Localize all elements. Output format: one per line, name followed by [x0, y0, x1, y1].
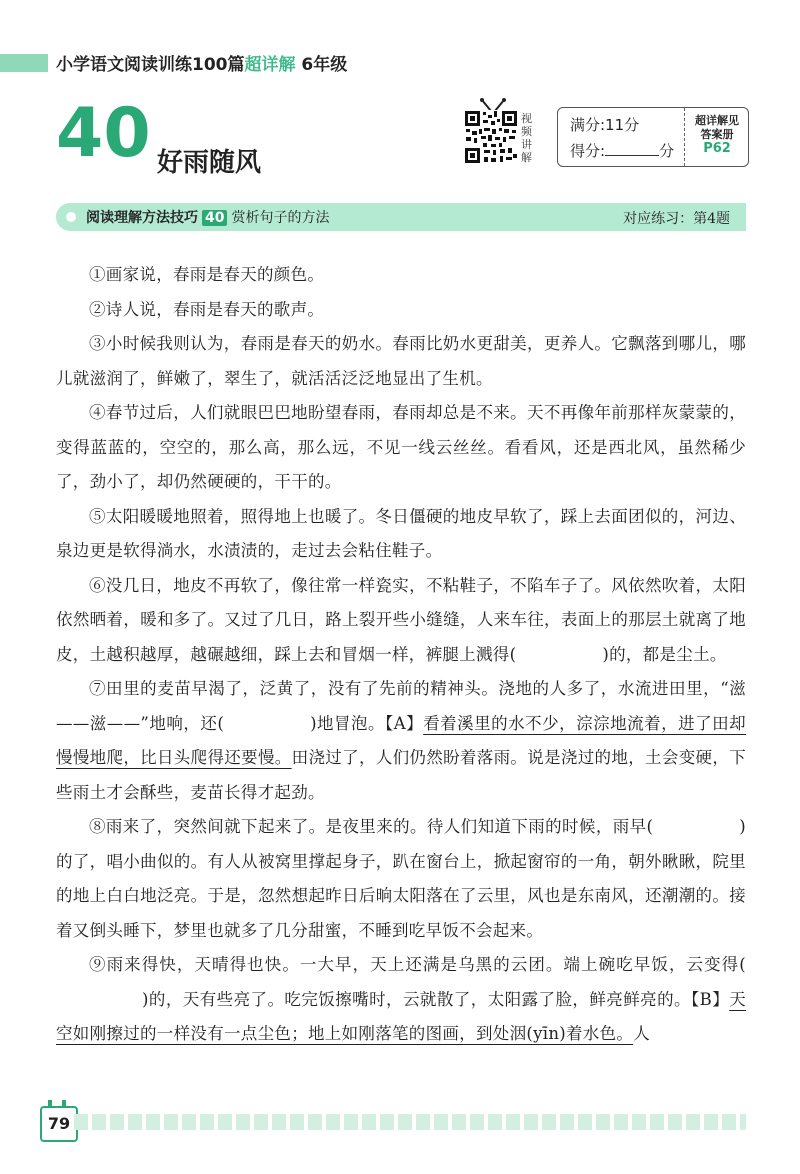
answer-ref-line2: 答案册	[700, 128, 734, 141]
paragraph-7	[56, 672, 746, 810]
answer-ref-line1: 超详解见	[695, 114, 739, 127]
video-label-char: 频	[521, 125, 532, 138]
series-title: 小学语文阅读训练100篇	[56, 55, 245, 75]
sentence-mark-a: 【A】	[385, 713, 424, 733]
score-input-row	[570, 140, 674, 161]
paragraph-7-text-end: 田浇过了，人们仍然盼着落雨。说是浇过的地，土会变硬，下些雨土才会酥些，麦苗长得才起劲。	[56, 748, 746, 802]
paragraph-9	[56, 948, 746, 1052]
lesson-title: 好雨随风	[157, 148, 262, 178]
paragraph-3: ③小时候我则认为，春雨是春天的奶水。春雨比奶水更甜美，更养人。它飘落到哪儿，哪儿就滋润了，鲜嫩了，翠生了，就活活泛泛地显出了生机。	[56, 334, 746, 388]
video-explain-label	[521, 112, 535, 164]
grade-label: 6年级	[301, 55, 348, 75]
paragraph-6-text: ⑥没几日，地皮不再软了，像往常一样瓷实，不粘鞋子，不陷车子了。风依然吹着，太阳依然晒着，暖和多了。又过了几日，路上裂开些小缝缝，人来车往，表面上的那层土就离了地皮，土越积越厚，越碾越细，踩上去和冒烟一样，裤腿上溅得(	[56, 575, 746, 664]
method-prefix: 阅读理解方法技巧	[86, 210, 198, 226]
video-label-char: 讲	[521, 138, 532, 151]
qr-code-icon[interactable]	[464, 110, 518, 164]
paragraph-8	[56, 810, 746, 948]
paragraph-6	[56, 569, 746, 673]
paragraph-6-text-end: )的，都是尘土。	[602, 644, 727, 664]
series-header	[56, 50, 347, 75]
lesson-number: 40	[56, 94, 151, 173]
underlined-sentence-b: 天空如刚擦过的一样没有一点尘色；地上如刚落笔的图画，到处洇(yīn)着水色。	[56, 989, 746, 1043]
paragraph-4: ④春节过后，人们就眼巴巴地盼望春雨，春雨却总是不来。天不再像年前那样灰蒙蒙的，变得蓝蓝的，空空的，那么高，那么远，不见一线云丝丝。看看风，还是西北风，虽然稀少了，劲小了，却仍然硬硬的，干干的。	[56, 403, 746, 491]
paragraph-1: ①画家说，春雨是春天的颜色。	[89, 265, 325, 284]
video-label-char: 解	[521, 151, 532, 164]
footer-strip	[74, 1114, 746, 1130]
paragraph-7-text: ⑦田里的麦苗早渴了，泛黄了，没有了先前的精神头。浇地的人多了，水流进田里，“滋——滋——”地响，还(	[56, 679, 746, 733]
score-fields	[558, 108, 685, 166]
full-score: 满分:11分	[570, 116, 640, 134]
answer-page-ref: P62	[703, 141, 731, 156]
method-name: 赏析句子的方法	[231, 210, 330, 226]
method-banner	[56, 203, 746, 231]
sentence-mark-b: 【B】	[690, 989, 730, 1009]
paragraph-2: ②诗人说，春雨是春天的歌声。	[89, 299, 325, 319]
bullet-dot-icon	[66, 212, 76, 222]
paragraph-5: ⑤太阳暖暖地照着，照得地上也暖了。冬日僵硬的地皮早软了，踩上去面团似的，河边、泉边更是软得淌水，水渍渍的，走过去会粘住鞋子。	[56, 506, 746, 560]
paragraph-7-text-mid: )地冒泡。	[310, 713, 386, 733]
method-number: 40	[202, 210, 227, 226]
header-accent-bar	[0, 54, 48, 72]
score-box	[557, 107, 749, 167]
paragraph-9-text-mid: )的，天有些亮了。吃完饭擦嘴时，云就散了，太阳露了脸，鲜亮鲜亮的。	[142, 989, 691, 1009]
score-unit: 分	[659, 142, 675, 160]
page-number: 79	[40, 1106, 78, 1142]
paragraph-8-text: ⑧雨来了，突然间就下起来了。是夜里来的。待人们知道下雨的时候，雨早(	[89, 817, 654, 836]
answer-reference	[686, 114, 748, 156]
underlined-sentence-a: 看着溪里的水不少，淙淙地流着，进了田却慢慢地爬，比日头爬得还要慢。	[56, 713, 746, 767]
score-blank[interactable]	[605, 141, 659, 156]
series-highlight: 超详解	[244, 55, 296, 75]
practice-reference: 对应练习：第4题	[623, 211, 730, 227]
score-label: 得分:	[570, 142, 606, 160]
reading-passage	[56, 258, 746, 1052]
video-label-char: 视	[521, 112, 532, 125]
paragraph-8-text-end: )的了，唱小曲似的。有人从被窝里撑起身子，趴在窗台上，掀起窗帘的一角，朝外瞅瞅，院里的地上白白地泛亮。于是，忽然想起昨日后晌太阳落在了云里，风也是东南风，还潮潮的。接着又倒头睡下，梦里也就多了几分甜蜜，不睡到吃早饭不会起来。	[56, 817, 746, 940]
paragraph-9-text: ⑨雨来得快，天晴得也快。一大早，天上还满是乌黑的云团。端上碗吃早饭，云变得(	[89, 955, 746, 974]
paragraph-9-text-end: 人	[633, 1024, 651, 1043]
method-title	[86, 207, 329, 227]
